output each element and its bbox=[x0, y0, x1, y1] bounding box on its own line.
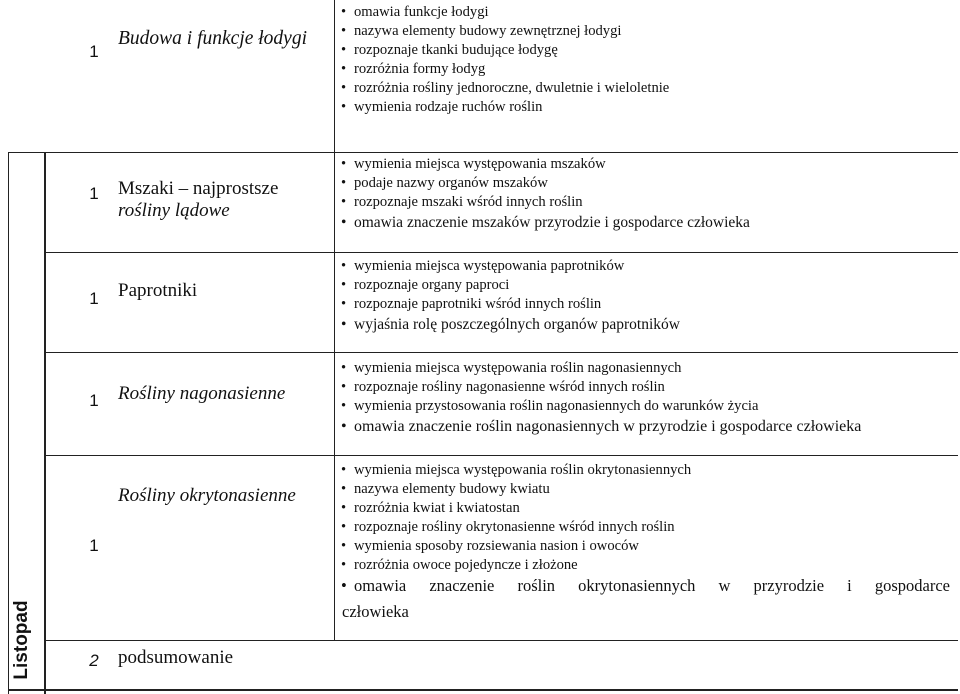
requirement-item: • wymienia sposoby rozsiewania nasion i owoców bbox=[340, 537, 950, 556]
month-label: Listopad bbox=[11, 600, 32, 680]
hours-cell: 2 bbox=[89, 651, 99, 670]
topic-cell: Budowa i funkcje łodygi bbox=[118, 28, 308, 49]
requirement-item: • rozpoznaje paprotniki wśród innych roślin bbox=[340, 295, 950, 314]
hours-cell: 1 bbox=[89, 184, 99, 203]
topic-line: Mszaki – najprostsze bbox=[118, 178, 279, 199]
requirement-item: • omawia znaczenie roślin nagonasiennych w przyrodzie i gospodarce człowieka bbox=[340, 416, 950, 438]
month-column-divider bbox=[44, 152, 46, 694]
row-divider bbox=[44, 455, 958, 456]
hours-cell: 1 bbox=[89, 391, 99, 410]
requirement-item: • nazywa elementy budowy zewnętrznej łodygi bbox=[340, 22, 950, 41]
row-divider bbox=[44, 640, 958, 641]
requirement-item: • wyjaśnia rolę poszczególnych organów paprotników bbox=[340, 314, 950, 336]
requirement-item: • rozpoznaje organy paproci bbox=[340, 276, 950, 295]
requirements-list bbox=[340, 3, 950, 117]
requirement-item: • nazywa elementy budowy kwiatu bbox=[340, 480, 950, 499]
row-divider bbox=[8, 152, 958, 153]
hours-cell: 1 bbox=[89, 536, 99, 555]
requirement-item: • rozróżnia kwiat i kwiatostan bbox=[340, 499, 950, 518]
requirement-item: • wymienia miejsca występowania roślin okrytonasiennych bbox=[340, 461, 950, 480]
requirement-item: • rozpoznaje rośliny nagonasienne wśród innych roślin bbox=[340, 378, 950, 397]
topic-cell: Paprotniki bbox=[118, 280, 198, 301]
topic-cell: Rośliny nagonasienne bbox=[118, 383, 286, 404]
row-divider bbox=[44, 252, 958, 253]
requirement-item: • wymienia miejsca występowania paprotników bbox=[340, 257, 950, 276]
requirement-item: • rozpoznaje tkanki budujące łodygę bbox=[340, 41, 950, 60]
topic-cell: podsumowanie bbox=[118, 647, 234, 668]
topic-line: rośliny lądowe bbox=[118, 200, 230, 221]
topic-cell bbox=[118, 178, 328, 222]
requirement-continuation: człowieka bbox=[342, 602, 409, 621]
requirement-item: • rozpoznaje mszaki wśród innych roślin bbox=[340, 193, 950, 212]
requirement-item: • wymienia miejsca występowania mszaków bbox=[340, 155, 950, 174]
hours-cell: 1 bbox=[89, 42, 99, 61]
requirement-item: • rozróżnia owoce pojedyncze i złożone bbox=[340, 556, 950, 575]
requirement-item: • omawia znaczenie mszaków przyrodzie i gospodarce człowieka bbox=[340, 212, 950, 234]
requirement-item: • wymienia rodzaje ruchów roślin bbox=[340, 98, 950, 117]
topic-cell: Rośliny okrytonasienne bbox=[118, 485, 296, 506]
row-divider bbox=[44, 352, 958, 353]
requirement-item: • podaje nazwy organów mszaków bbox=[340, 174, 950, 193]
requirement-item: • rozróżnia rośliny jednoroczne, dwuletnie i wieloletnie bbox=[340, 79, 950, 98]
requirements-column-divider bbox=[334, 0, 335, 640]
requirement-item: • wymienia miejsca występowania roślin nagonasiennych bbox=[340, 359, 950, 378]
requirement-item: • wymienia przystosowania roślin nagonasiennych do warunków życia bbox=[340, 397, 950, 416]
table-border-bottom bbox=[8, 689, 958, 691]
requirements-list bbox=[340, 155, 950, 234]
requirement-item: • rozróżnia formy łodyg bbox=[340, 60, 950, 79]
requirement-item bbox=[340, 575, 950, 597]
requirements-list bbox=[340, 461, 950, 597]
hours-cell: 1 bbox=[89, 289, 99, 308]
requirements-list bbox=[340, 257, 950, 336]
requirement-line: • omawia znaczenie roślin okrytonasiennych w przyrodzie i gospodarce bbox=[354, 576, 950, 595]
requirement-item: • rozpoznaje rośliny okrytonasienne wśród innych roślin bbox=[340, 518, 950, 537]
requirements-list bbox=[340, 359, 950, 438]
requirement-item: • omawia funkcje łodygi bbox=[340, 3, 950, 22]
